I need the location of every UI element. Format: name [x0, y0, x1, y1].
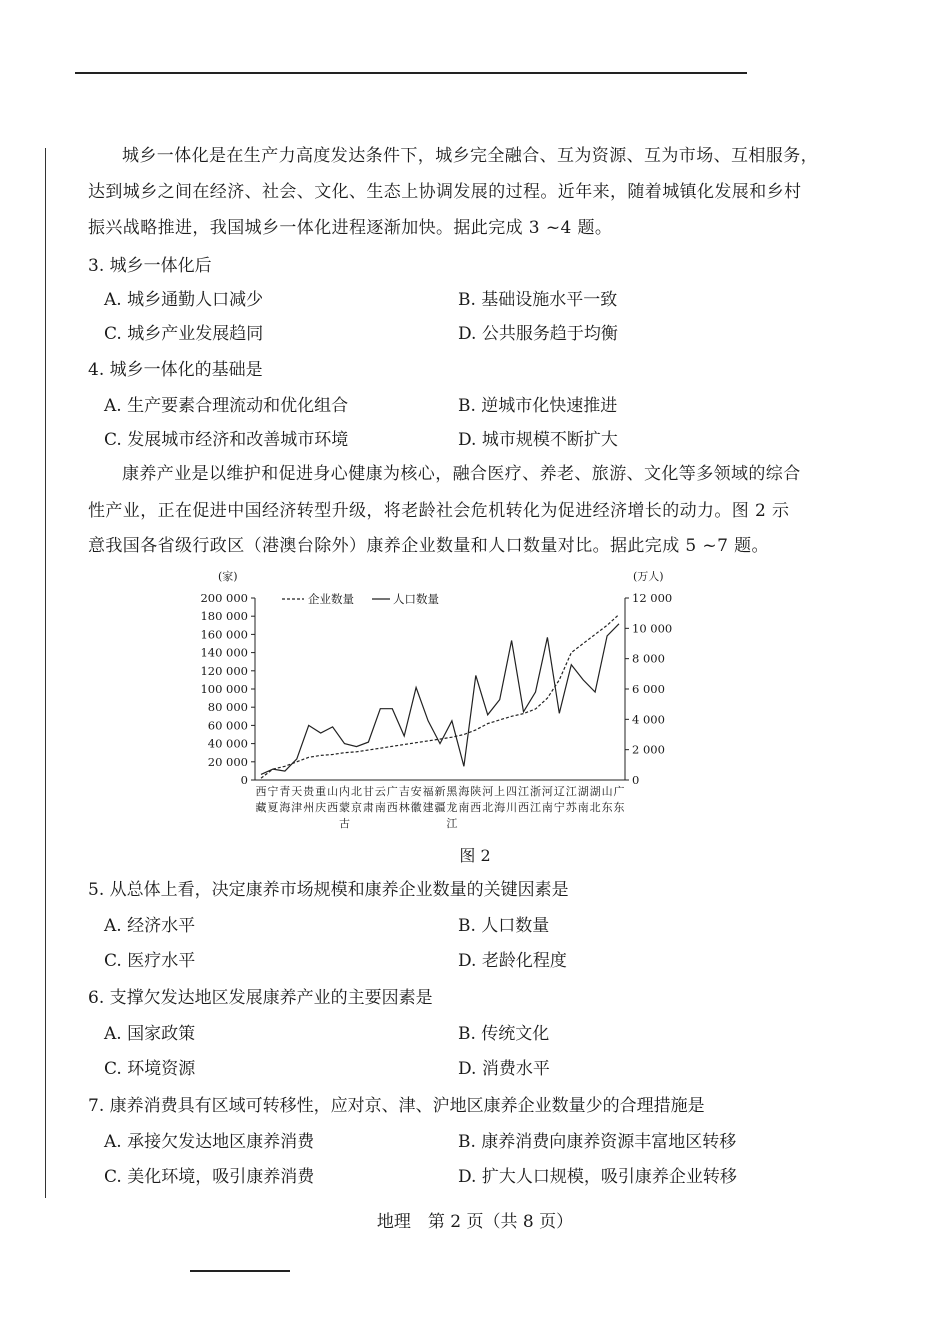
q4-option-b: B. 逆城市化快速推进: [458, 396, 618, 416]
x-category-label: 南: [374, 801, 386, 814]
x-category-label: 青: [279, 785, 291, 798]
x-category-label: 肃: [362, 801, 374, 814]
chart-legend: [282, 592, 439, 606]
right-tick-label: 8 000: [632, 651, 665, 666]
x-category-label: 西: [386, 801, 398, 814]
x-category-label: 四: [506, 785, 518, 798]
right-tick-label: 2 000: [632, 742, 665, 757]
q5-stem: 5. 从总体上看，决定康养市场规模和康养企业数量的关键因素是: [88, 880, 569, 900]
x-category-label: 津: [291, 801, 303, 814]
left-tick-label: 60 000: [207, 718, 248, 733]
left-tick-label: 0: [240, 773, 248, 787]
legend-enterprise-label: 企业数量: [308, 592, 354, 606]
q7-stem: 7. 康养消费具有区域可转移性，应对京、津、沪地区康养企业数量少的合理措施是: [88, 1096, 705, 1116]
x-category-label: 古: [339, 817, 351, 830]
q6-stem: 6. 支撑欠发达地区发展康养产业的主要因素是: [88, 988, 433, 1008]
figure-2-chart: [180, 568, 680, 830]
q7-option-d: D. 扩大人口规模，吸引康养企业转移: [458, 1167, 737, 1187]
intro2-line3: 意我国各省级行政区（港澳台除外）康养企业数量和人口数量对比。据此完成 5 ~7 题。: [88, 536, 769, 556]
x-category-label: 浙: [529, 785, 541, 798]
x-category-label: 蒙: [339, 801, 351, 814]
intro2-line2: 性产业，正在促进中国经济转型升级，将老龄社会危机转化为促进经济增长的动力。图 2 示: [88, 501, 790, 521]
right-axis-ticks: [625, 591, 672, 787]
left-axis-ticks: [200, 591, 255, 787]
q5-option-d: D. 老龄化程度: [458, 951, 567, 971]
left-tick-label: 180 000: [200, 609, 248, 624]
x-category-label: 藏: [255, 801, 267, 814]
x-category-label: 南: [458, 801, 470, 814]
q3-option-b: B. 基础设施水平一致: [458, 290, 618, 310]
x-category-label: 海: [494, 801, 506, 814]
x-category-label: 苏: [565, 801, 577, 814]
x-category-label: 吉: [398, 785, 410, 798]
q4-option-c: C. 发展城市经济和改善城市环境: [104, 430, 349, 450]
right-tick-label: 6 000: [632, 682, 665, 696]
x-category-label: 疆: [434, 801, 446, 814]
right-tick-label: 10 000: [632, 621, 673, 636]
x-category-label: 山: [327, 785, 339, 798]
left-tick-label: 20 000: [207, 754, 248, 769]
binding-margin-line: [45, 148, 46, 1198]
q4-stem: 4. 城乡一体化的基础是: [88, 360, 263, 380]
right-tick-label: 4 000: [632, 712, 665, 727]
intro1-line1: 城乡一体化是在生产力高度发达条件下，城乡完全融合、互为资源、互为市场、互相服务，: [122, 146, 818, 166]
x-category-label: 北: [350, 785, 362, 798]
x-category-label: 宁: [553, 801, 565, 814]
q3-option-a: A. 城乡通勤人口减少: [104, 290, 264, 310]
x-category-label: 西: [327, 801, 339, 814]
x-category-label: 川: [506, 801, 518, 814]
left-tick-label: 80 000: [207, 700, 248, 715]
x-category-label: 建: [422, 801, 434, 814]
x-category-label: 湖: [589, 785, 601, 798]
x-category-label: 广: [613, 785, 625, 798]
x-category-label: 龙: [446, 801, 458, 814]
enterprise-count-series: [261, 614, 619, 778]
x-category-label: 海: [458, 785, 470, 798]
x-category-label: 江: [518, 785, 530, 798]
left-tick-label: 40 000: [207, 736, 248, 751]
x-category-label: 上: [494, 785, 506, 798]
x-category-label: 山: [601, 785, 613, 798]
header-rule: [75, 72, 747, 74]
x-category-label: 湖: [577, 785, 589, 798]
x-category-label: 云: [374, 785, 386, 798]
x-category-label: 林: [398, 801, 410, 814]
q7-option-a: A. 承接欠发达地区康养消费: [104, 1132, 315, 1152]
x-category-label: 安: [410, 785, 422, 798]
x-category-label: 北: [589, 801, 601, 814]
population-series: [261, 624, 619, 775]
x-category-label: 南: [577, 801, 589, 814]
x-category-label: 广: [386, 785, 398, 798]
q3-option-c: C. 城乡产业发展趋同: [104, 324, 264, 344]
left-tick-label: 120 000: [200, 663, 248, 678]
x-category-label: 重: [315, 785, 327, 798]
q6-option-a: A. 国家政策: [104, 1024, 196, 1044]
q4-option-a: A. 生产要素合理流动和优化组合: [104, 396, 349, 416]
x-category-label: 河: [541, 785, 553, 798]
right-tick-label: 0: [632, 773, 640, 787]
x-category-label: 东: [601, 801, 613, 814]
x-category-label: 贵: [303, 785, 315, 798]
x-category-label: 江: [446, 817, 458, 830]
x-category-label: 天: [291, 785, 303, 798]
legend-population-label: 人口数量: [393, 592, 439, 606]
q5-option-b: B. 人口数量: [458, 916, 550, 936]
figure-caption: 图 2: [459, 846, 491, 865]
x-category-label: 州: [303, 801, 315, 814]
x-category-label: 北: [482, 801, 494, 814]
x-category-label: 海: [279, 801, 291, 814]
x-category-label: 河: [482, 785, 494, 798]
intro1-line3: 振兴战略推进，我国城乡一体化进程逐渐加快。据此完成 3 ~4 题。: [88, 218, 613, 238]
x-category-label: 宁: [267, 785, 279, 798]
x-category-label: 东: [613, 801, 625, 814]
page-footer: 地理 第 2 页（共 8 页）: [376, 1212, 574, 1232]
right-axis-unit: (万人): [633, 570, 664, 583]
q3-stem: 3. 城乡一体化后: [88, 256, 212, 276]
x-category-label: 西: [255, 785, 267, 798]
q5-option-a: A. 经济水平: [104, 916, 196, 936]
x-category-label: 新: [434, 785, 446, 798]
left-axis-unit: (家): [218, 570, 238, 583]
q7-option-b: B. 康养消费向康养资源丰富地区转移: [458, 1132, 737, 1152]
intro1-line2: 达到城乡之间在经济、社会、文化、生态上协调发展的过程。近年来，随着城镇化发展和乡村: [88, 182, 802, 202]
left-tick-label: 140 000: [200, 645, 248, 660]
x-category-label: 内: [339, 785, 351, 798]
left-tick-label: 160 000: [200, 627, 248, 642]
x-category-label: 江: [529, 801, 541, 814]
q7-option-c: C. 美化环境，吸引康养消费: [104, 1167, 315, 1187]
x-category-label: 南: [541, 801, 553, 814]
right-tick-label: 12 000: [632, 591, 673, 605]
q6-option-d: D. 消费水平: [458, 1059, 550, 1079]
x-category-label: 甘: [362, 785, 374, 798]
q4-option-d: D. 城市规模不断扩大: [458, 430, 618, 450]
q6-option-b: B. 传统文化: [458, 1024, 550, 1044]
x-category-label: 庆: [315, 801, 327, 814]
intro2-line1: 康养产业是以维护和促进身心健康为核心，融合医疗、养老、旅游、文化等多领域的综合: [122, 464, 801, 484]
q5-option-c: C. 医疗水平: [104, 951, 196, 971]
footer-rule: [190, 1270, 290, 1272]
x-category-label: 夏: [267, 801, 279, 814]
left-tick-label: 200 000: [200, 591, 248, 605]
q6-option-c: C. 环境资源: [104, 1059, 196, 1079]
x-category-label: 徽: [410, 801, 422, 814]
left-tick-label: 100 000: [200, 682, 248, 696]
x-category-label: 福: [422, 785, 434, 798]
q3-option-d: D. 公共服务趋于均衡: [458, 324, 618, 344]
x-category-label: 西: [470, 801, 482, 814]
x-axis-labels: [256, 784, 625, 830]
x-category-label: 江: [565, 785, 577, 798]
x-category-label: 京: [350, 801, 362, 814]
x-category-label: 辽: [553, 785, 565, 798]
x-category-label: 西: [518, 801, 530, 814]
x-category-label: 黑: [446, 785, 458, 798]
x-category-label: 陕: [470, 785, 482, 798]
